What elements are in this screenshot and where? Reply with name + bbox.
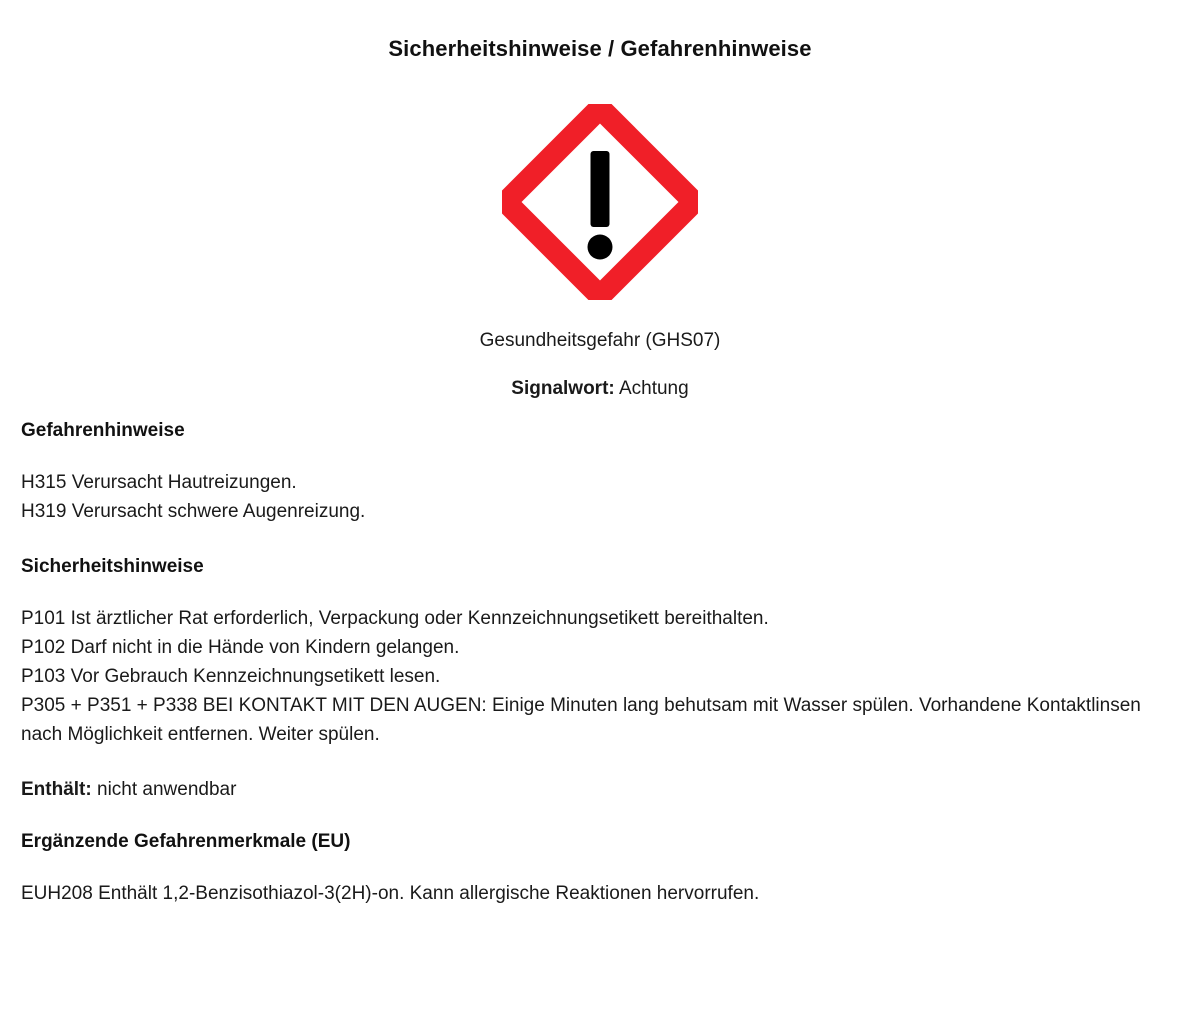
- pictogram-caption: Gesundheitsgefahr (GHS07): [479, 330, 721, 351]
- list-item: H319 Verursacht schwere Augenreizung.: [21, 501, 366, 522]
- signal-word-value: Achtung: [618, 378, 689, 399]
- supplemental-heading: Ergänzende Gefahrenmerkmale (EU): [21, 831, 351, 852]
- supplemental-list: [21, 879, 1180, 908]
- list-item: H315 Verursacht Hautreizungen.: [21, 472, 297, 493]
- contains-label: Enthält:: [21, 779, 92, 800]
- hazard-statements-list: [21, 468, 1180, 526]
- signal-word-line: [511, 378, 688, 400]
- list-item: P102 Darf nicht in die Hände von Kindern gelangen.: [21, 637, 460, 658]
- list-item: EUH208 Enthält 1,2-Benzisothiazol-3(2H)-on. Kann allergische Reaktionen hervorrufen.: [21, 883, 760, 904]
- content-area: [20, 420, 1180, 908]
- hazard-statements-heading: Gefahrenhinweise: [21, 420, 185, 441]
- contains-value: nicht anwendbar: [97, 779, 237, 800]
- list-item: P101 Ist ärztlicher Rat erforderlich, Verpackung oder Kennzeichnungsetikett bereithalten.: [21, 608, 769, 629]
- contains-line: [21, 779, 1180, 801]
- precautionary-statements-list: [21, 604, 1180, 749]
- page-title: Sicherheitshinweise / Gefahrenhinweise: [388, 36, 812, 61]
- precautionary-statements-heading: Sicherheitshinweise: [21, 556, 204, 577]
- pictogram-block: [20, 104, 1180, 400]
- list-item: P305 + P351 + P338 BEI KONTAKT MIT DEN AUGEN: Einige Minuten lang behutsam mit Wasser spülen. Vorhandene Kontaktlinsen nach Möglichkeit entfernen. Weiter spülen.: [21, 695, 1141, 745]
- signal-word-label: Signalwort:: [511, 378, 615, 399]
- list-item: P103 Vor Gebrauch Kennzeichnungsetikett lesen.: [21, 666, 441, 687]
- ghs07-exclamation-mark-icon: [502, 104, 698, 300]
